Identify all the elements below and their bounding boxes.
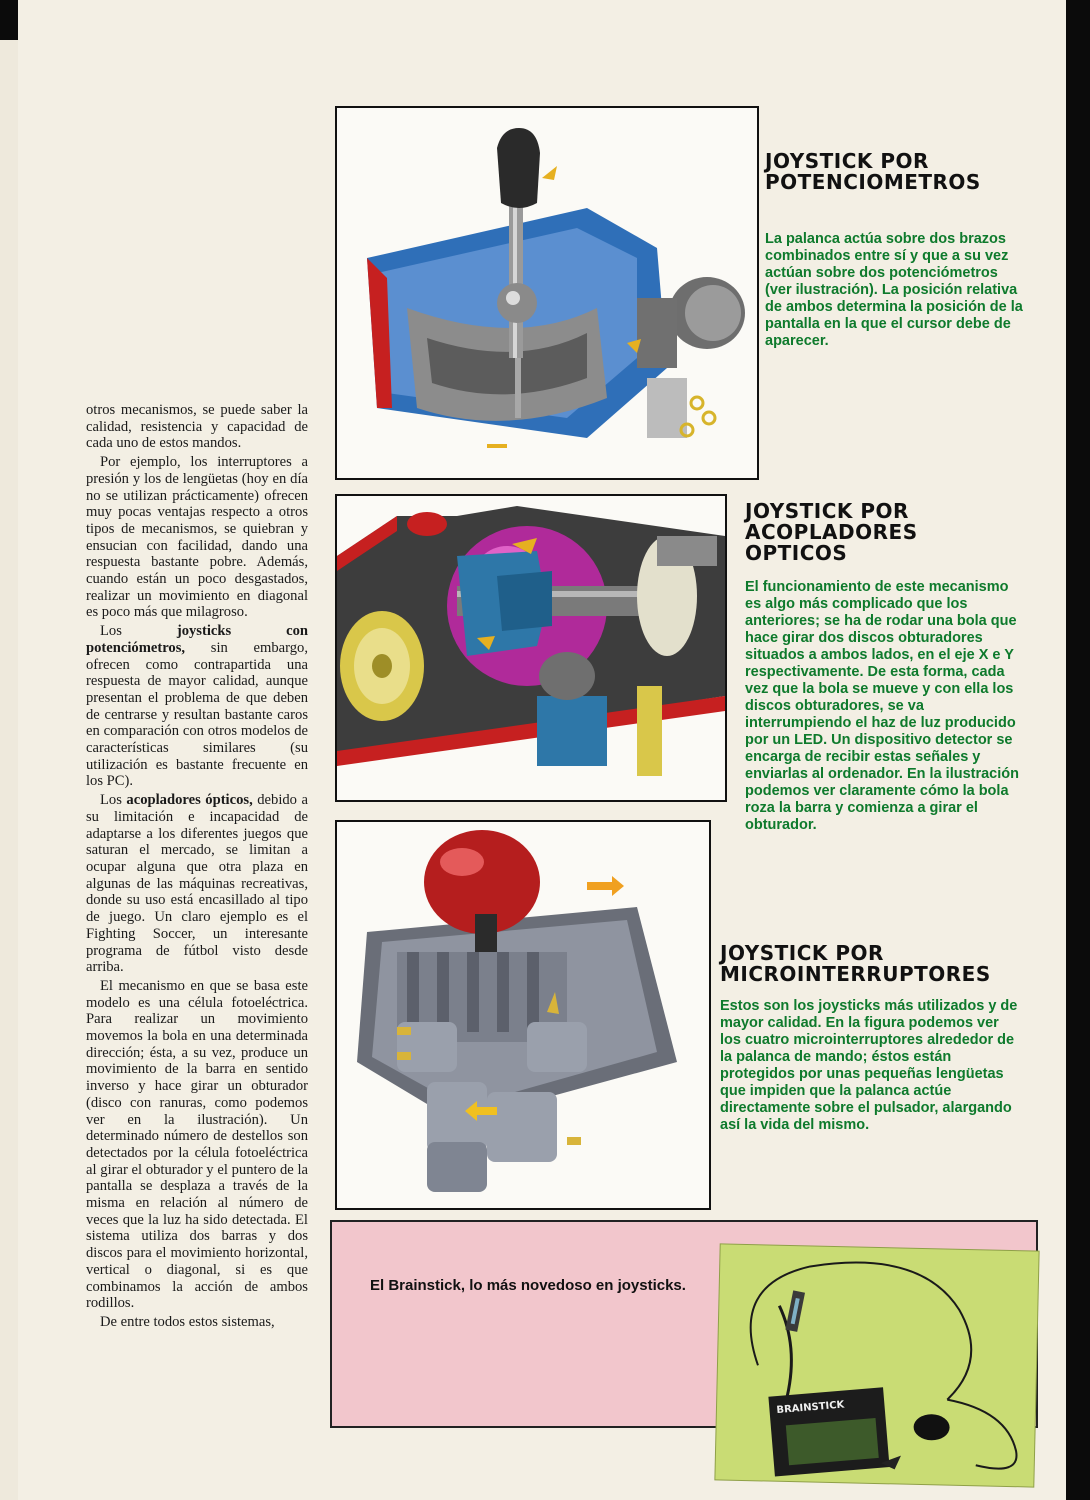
brainstick-device-drawing <box>715 1244 1038 1486</box>
brainstick-caption: El Brainstick, lo más novedoso en joysticks. <box>370 1277 686 1294</box>
body-paragraph-3 <box>86 623 308 790</box>
brainstick-photo <box>715 1244 1038 1486</box>
body-paragraph-5: El mecanismo en que se basa este modelo es una célula fotoeléctrica. Para realizar un movimiento movemos la bola en una determinada dirección; ésta, a su vez, produce un movimiento de la barra en sentido inverso y hace girar un obturador (disco con ranuras, como podemos ver en la ilustración). Un determinado número de destellos son detectados por la célula fotoeléctrica al girar el obturador y el puntero de la pantalla se desplaza a través de la misma en relación al número de veces que la luz ha sido detectada. El sistema utiliza dos barras y dos discos para el movimiento horizontal, vertical o diagonal, si es que combinamos la acción de ambos rodillos. <box>86 977 308 1312</box>
body-text-column <box>86 402 308 1333</box>
heading-microswitch-joystick: JOYSTICK POR MICROINTERRUPTORES <box>720 941 991 986</box>
body-paragraph-6: De entre todos estos sistemas, <box>100 1313 275 1330</box>
caption-optical-coupler-joystick: El funcionamiento de este mecanismo es algo más complicado que los anteriores; se ha de rodar una bola que hace girar dos discos obturadores situados a ambos lados, en el eje X e Y respectivamente. De esta forma, cada vez que la bola se mueve y con ella los discos obturadores, se va interrumpiendo el haz de luz producido por un LED. Un dispositivo detector se encarga de recibir estas señales y enviarlas al ordenador. En la ilustración podemos ver claramente cómo la bola roza la barra y comienza a girar el obturador. <box>745 579 1019 833</box>
caption-microswitch-joystick: Estos son los joysticks más utilizados y de mayor calidad. En la figura podemos ver los cuatro microinterruptores alrededor de la palanca de mando; éstos están protegidos por unas pequeñas lengüetas que impiden que la palanca actúe directamente sobre el pulsador, alargando así la vida del mismo. <box>720 998 1018 1133</box>
optical-coupler-mechanism-drawing <box>337 496 725 800</box>
paragraph-4-text: debido a su limitación e incapacidad de adaptarse a los diferentes juegos que saturan el mercado, se limitan a ocupar alguna que otra plaza en algunas de las máquinas recreativas, donde su uso está encasillado al tipo de juego. Un claro ejemplo es el Fighting Soccer, un interesante programa de fútbol visto desde arriba. <box>86 792 308 976</box>
optical-coupler-joystick-illustration <box>335 494 727 802</box>
heading-optical-coupler-joystick: JOYSTICK POR ACOPLADORES OPTICOS <box>745 499 918 565</box>
potentiometer-mechanism-drawing <box>337 108 757 478</box>
caption-potentiometer-joystick: La palanca actúa sobre dos brazos combinados entre sí y que a su vez actúan sobre dos potenciómetros (ver ilustración). La posición relativa de ambos determina la posición de la pantalla en la que el cursor debe de aparecer. <box>765 231 1023 349</box>
paragraph-3-prefix: Los <box>100 623 122 640</box>
brainstick-device-label: BRAINSTICK <box>776 1399 845 1417</box>
microswitch-mechanism-drawing <box>337 822 709 1208</box>
microswitch-joystick-illustration <box>335 820 711 1210</box>
previous-page-edge <box>0 40 18 1500</box>
paragraph-4-prefix: Los <box>100 792 122 809</box>
term-potentiometers: joysticks con potenciómetros, <box>86 623 308 656</box>
body-paragraph-1: otros mecanismos, se puede saber la calidad, resistencia y capacidad de cada uno de estos mandos. <box>86 402 308 452</box>
body-paragraph-4 <box>86 792 308 976</box>
paragraph-3-text: sin embargo, ofrecen como contrapartida una respuesta de mayor calidad, aunque presentan el problema de que deben de centrarse y resultan bastante caros en comparación con otros modelos de características similares (su utilización es bastante frecuente en los PC). <box>86 639 308 790</box>
heading-potentiometer-joystick: JOYSTICK POR POTENCIOMETROS <box>765 149 981 194</box>
body-paragraph-2: Por ejemplo, los interruptores a presión y los de lengüetas (hoy en día no se utilizan prácticamente) ofrecen muy pocas ventajas respecto a otros tipos de mecanismos, se quiebran y ensucian con facilidad, dando una respuesta bastante pobre. Además, cuando están un poco desgastados, realizar un movimiento en diagonal es poco más que milagroso. <box>86 454 308 621</box>
term-optical-couplers: acopladores ópticos, <box>121 792 253 809</box>
potentiometer-joystick-illustration <box>335 106 759 480</box>
